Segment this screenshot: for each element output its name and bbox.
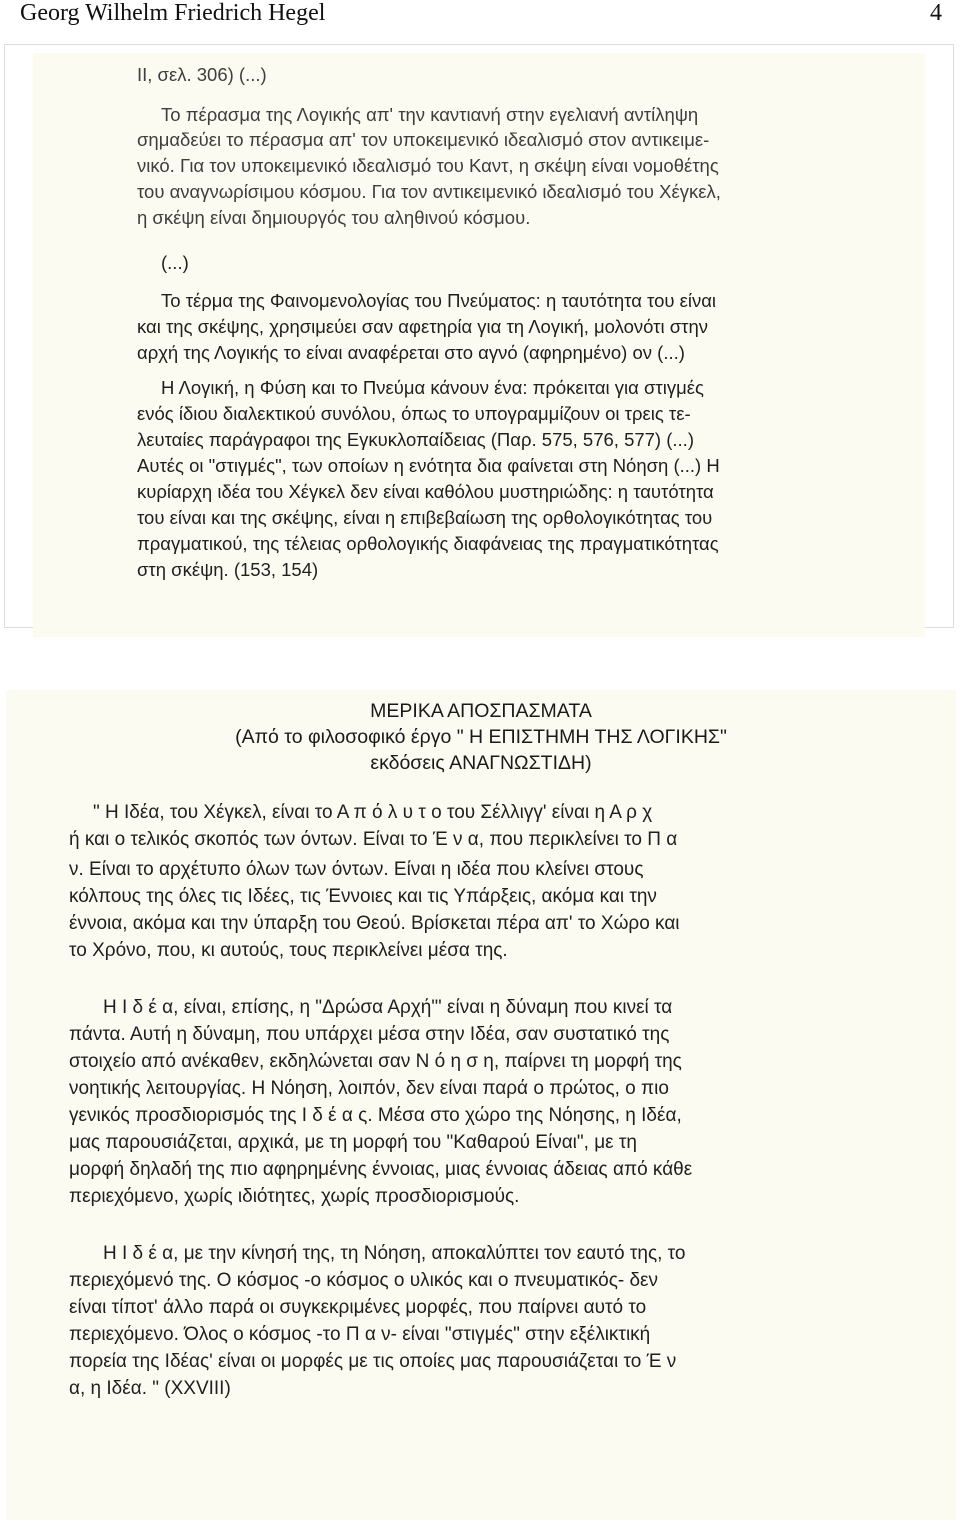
text-line: νικό. Για τον υποκειμενικό ιδεαλισμό του Καντ, η σκέψη είναι νομοθέτης xyxy=(137,155,719,176)
text-line: " Η Ιδέα, του Χέγκελ, είναι το Α π ό λ υ τ ο του Σέλλιγγ' είναι η Α ρ χ xyxy=(93,802,653,823)
text-line: και της σκέψης, χρησιμεύει σαν αφετηρία για τη Λογική, μολονότι στην xyxy=(137,316,708,337)
text-line: Το τέρμα της Φαινομενολογίας του Πνεύματος: η ταυτότητα του είναι xyxy=(161,290,717,311)
text-line: αρχή της Λογικής το είναι αναφέρεται στο αγνό (αφηρημένο) ον (...) xyxy=(137,342,685,363)
page-header xyxy=(0,0,960,30)
text-line: μορφή δηλαδή της πιο αφηρημένης έννοιας, μιας έννοιας άδειας από κάθε xyxy=(69,1159,693,1180)
text-line: του αναγνωρίσιμου κόσμου. Για τον αντικειμενικό ιδεαλισμό του Χέγκελ, xyxy=(137,181,721,202)
text-line: γενικός προσδιορισμός της Ι δ έ α ς. Μέσα στο χώρο της Νόησης, η Ιδέα, xyxy=(69,1105,682,1126)
text-line: Αυτές οι "στιγμές", των οποίων η ενότητα δια φαίνεται στη Νόηση (...) Η xyxy=(137,455,720,476)
text-line: Η Ι δ έ α, με την κίνησή της, τη Νόηση, αποκαλύπτει τον εαυτό της, το xyxy=(103,1243,686,1264)
text-line: α, η Ιδέα. " (XXVIII) xyxy=(69,1378,231,1399)
text-line: του είναι και της σκέψης, είναι η επιβεβαίωση της ορθολογικότητας του xyxy=(137,507,713,528)
text-line: έννοια, ακόμα και την ύπαρξη του Θεού. Βρίσκεται πέρα απ' το Χώρο και xyxy=(69,913,680,934)
text-line: κόλπους της όλες τις Ιδέες, τις Έννοιες και τις Υπάρξεις, ακόμα και την xyxy=(69,886,657,907)
text-line: Η Ι δ έ α, είναι, επίσης, η "Δρώσα Αρχή"' είναι η δύναμη που κινεί τα xyxy=(103,997,673,1018)
text-line: κυρίαρχη ιδέα του Χέγκελ δεν είναι καθόλου μυστηριώδης: η ταυτότητα xyxy=(137,481,714,502)
text-line: περιεχόμενό της. Ο κόσμος -ο κόσμος ο υλικός και ο πνευματικός- δεν xyxy=(69,1270,659,1291)
text-line: λευταίες παράγραφοι της Εγκυκλοπαίδειας (Παρ. 575, 576, 577) (...) xyxy=(137,429,694,450)
section-subheading: εκδόσεις ΑΝΑΓΝΩΣΤΙΔΗ) xyxy=(370,752,592,774)
text-line: μας παρουσιάζεται, αρχικά, με τη μορφή του "Καθαρού Είναι", με τη xyxy=(69,1132,637,1153)
section-subheading: (Από το φιλοσοφικό έργο " Η ΕΠΙΣΤΗΜΗ ΤΗΣ ΛΟΓΙΚΗΣ" xyxy=(235,726,727,748)
text-line: ΙΙ, σελ. 306) (...) xyxy=(137,64,267,85)
text-line: νοητικής λειτουργίας. Η Νόηση, λοιπόν, δεν είναι παρά ο πρώτος, ο πιο xyxy=(69,1078,669,1099)
text-line: Το πέρασμα της Λογικής απ' την καντιανή στην εγελιανή αντίληψη xyxy=(161,104,699,125)
text-line: πάντα. Αυτή η δύναμη, που υπάρχει μέσα στην Ιδέα, σαν συστατικό της xyxy=(69,1024,670,1045)
text-line: στοιχείο από ανέκαθεν, εκδηλώνεται σαν Ν ό η σ η, παίρνει τη μορφή της xyxy=(69,1051,682,1072)
text-line: περιεχόμενο, χωρίς ιδιότητες, χωρίς προσδιορισμούς. xyxy=(69,1186,520,1207)
text-line: (...) xyxy=(161,252,189,273)
text-line: πορεία της Ιδέας' είναι οι μορφές με τις οποίες μας παρουσιάζεται το Έ ν xyxy=(69,1351,677,1372)
text-line: είναι τίποτ' άλλο παρά οι συγκεκριμένες μορφές, που παίρνει αυτό το xyxy=(69,1297,647,1318)
text-line: η σκέψη είναι δημιουργός του αληθινού κόσμου. xyxy=(137,207,531,228)
text-line: σημαδεύει το πέρασμα απ' τον υποκειμενικό ιδεαλισμό στον αντικειμε- xyxy=(137,129,710,150)
page-number: 4 xyxy=(930,0,942,26)
text-line: ή και ο τελικός σκοπός των όντων. Είναι το Έ ν α, που περικλείνει το Π α xyxy=(69,829,678,850)
text-line: Η Λογική, η Φύση και το Πνεύμα κάνουν ένα: πρόκειται για στιγμές xyxy=(161,377,704,398)
document-title: Georg Wilhelm Friedrich Hegel xyxy=(20,0,326,26)
text-line: το Χρόνο, που, κι αυτούς, τους περικλείνει μέσα της. xyxy=(69,940,508,961)
text-line: περιεχόμενο. Όλος ο κόσμος -το Π α ν- είναι "στιγμές" στην εξέλικτική xyxy=(69,1324,651,1345)
section-heading: ΜΕΡΙΚΑ ΑΠΟΣΠΑΣΜΑΤΑ xyxy=(370,700,592,722)
text-line: ν. Είναι το αρχέτυπο όλων των όντων. Είναι η ιδέα που κλείνει στους xyxy=(69,859,644,880)
text-line: πραγματικού, της τέλειας ορθολογικής διαφάνειας της πραγματικότητας xyxy=(137,533,719,554)
text-line: ενός ίδιου διαλεκτικού συνόλου, όπως το υπογραμμίζουν οι τρεις τε- xyxy=(137,403,691,424)
text-line: στη σκέψη. (153, 154) xyxy=(137,559,319,580)
